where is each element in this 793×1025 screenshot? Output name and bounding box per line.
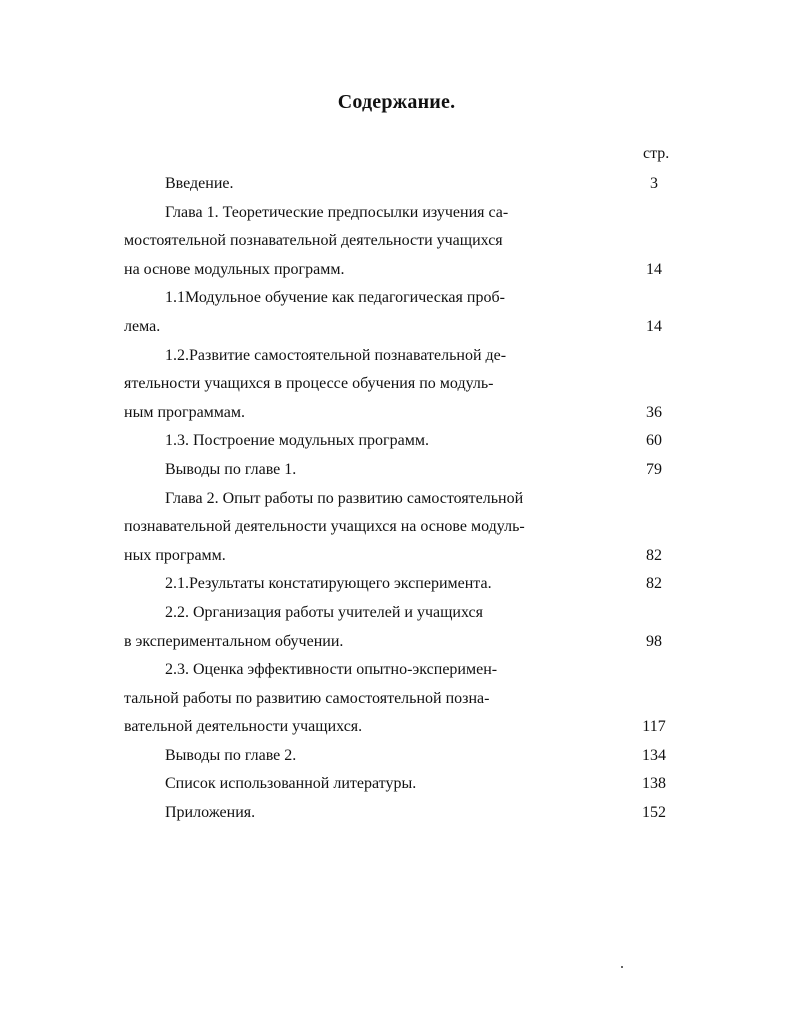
toc-entry-line bbox=[0, 227, 793, 256]
toc-entry-text: Введение. bbox=[165, 175, 234, 192]
toc-entry-line bbox=[0, 170, 793, 199]
toc-page-number: 60 bbox=[646, 432, 662, 450]
toc-entry-line bbox=[0, 313, 793, 342]
toc-entry bbox=[0, 656, 793, 742]
toc-entry-text: ных программ. bbox=[124, 546, 226, 564]
toc-entry bbox=[0, 456, 793, 485]
toc-entry-text: ятельности учащихся в процессе обучения по модуль- bbox=[124, 375, 494, 393]
toc-entry-line bbox=[0, 770, 793, 799]
toc-entry-text: познавательной деятельности учащихся на основе модуль- bbox=[124, 518, 525, 536]
toc-entry-text: на основе модульных программ. bbox=[124, 260, 345, 278]
toc-entry-text: в экспериментальном обучении. bbox=[124, 632, 344, 650]
toc-entry bbox=[0, 599, 793, 656]
toc-entry bbox=[0, 742, 793, 771]
toc-page-number: 36 bbox=[646, 403, 662, 421]
toc-entry-line bbox=[0, 485, 793, 514]
table-of-contents bbox=[0, 170, 793, 828]
toc-page-number: 14 bbox=[646, 260, 662, 278]
toc-entry-text: ным программам. bbox=[124, 403, 246, 421]
toc-entry-text: Приложения. bbox=[165, 804, 256, 822]
toc-entry-line bbox=[0, 284, 793, 313]
toc-entry bbox=[0, 485, 793, 571]
toc-entry-text: 1.3. Построение модульных программ. bbox=[165, 432, 429, 450]
toc-entry-text: вательной деятельности учащихся. bbox=[124, 718, 363, 736]
toc-entry-line bbox=[0, 685, 793, 714]
page-title: Содержание. bbox=[337, 91, 456, 113]
toc-entry-text: 2.3. Оценка эффективности опытно-эксперимен- bbox=[165, 661, 498, 679]
toc-entry-line bbox=[0, 399, 793, 428]
toc-entry-text: Выводы по главе 2. bbox=[165, 746, 297, 764]
toc-page-number: 152 bbox=[642, 804, 666, 822]
toc-entry-line bbox=[0, 599, 793, 628]
toc-entry-text: тальной работы по развитию самостоятельной позна- bbox=[124, 689, 490, 707]
toc-page-number: 98 bbox=[646, 632, 662, 650]
toc-entry-line bbox=[0, 656, 793, 685]
toc-entry-line bbox=[0, 713, 793, 742]
toc-entry-text: 2.2. Организация работы учителей и учащихся bbox=[165, 603, 483, 621]
scan-speck bbox=[621, 966, 623, 968]
toc-page-number: 82 bbox=[646, 575, 662, 593]
toc-entry bbox=[0, 799, 793, 828]
toc-entry-line bbox=[0, 199, 793, 228]
toc-page-number: 82 bbox=[646, 546, 662, 564]
toc-entry-line bbox=[0, 456, 793, 485]
toc-entry bbox=[0, 284, 793, 341]
toc-entry-line bbox=[0, 542, 793, 571]
toc-page-number: 117 bbox=[642, 718, 666, 736]
toc-entry-line bbox=[0, 513, 793, 542]
toc-page-number: 138 bbox=[642, 775, 666, 793]
toc-entry bbox=[0, 427, 793, 456]
toc-entry-line bbox=[0, 628, 793, 657]
toc-entry-line bbox=[0, 427, 793, 456]
toc-entry bbox=[0, 770, 793, 799]
toc-page-number: 3 bbox=[650, 175, 658, 192]
toc-page-number: 14 bbox=[646, 317, 662, 335]
toc-entry bbox=[0, 342, 793, 428]
toc-entry bbox=[0, 199, 793, 285]
toc-page-number: 79 bbox=[646, 460, 662, 478]
toc-entry-line bbox=[0, 256, 793, 285]
toc-entry-line bbox=[0, 370, 793, 399]
toc-entry-text: мостоятельной познавательной деятельности учащихся bbox=[124, 232, 503, 250]
toc-entry-text: 1.2.Развитие самостоятельной познавательной де- bbox=[165, 346, 507, 364]
toc-entry-text: Глава 1. Теоретические предпосылки изучения са- bbox=[165, 203, 509, 221]
toc-entry-text: 1.1Модульное обучение как педагогическая проб- bbox=[165, 289, 505, 307]
toc-entry-line bbox=[0, 799, 793, 828]
toc-page-number: 134 bbox=[642, 746, 666, 764]
toc-entry-line bbox=[0, 342, 793, 371]
toc-entry-line bbox=[0, 570, 793, 599]
toc-entry-text: 2.1.Результаты констатирующего эксперимента. bbox=[165, 575, 492, 593]
toc-entry bbox=[0, 570, 793, 599]
toc-entry-text: лема. bbox=[124, 317, 161, 335]
toc-entry-text: Глава 2. Опыт работы по развитию самостоятельной bbox=[165, 489, 524, 507]
toc-entry-line bbox=[0, 742, 793, 771]
toc-entry-text: Выводы по главе 1. bbox=[165, 460, 297, 478]
toc-entry-text: Список использованной литературы. bbox=[165, 775, 417, 793]
toc-entry bbox=[0, 170, 793, 199]
page-column-header: стр. bbox=[643, 145, 670, 162]
